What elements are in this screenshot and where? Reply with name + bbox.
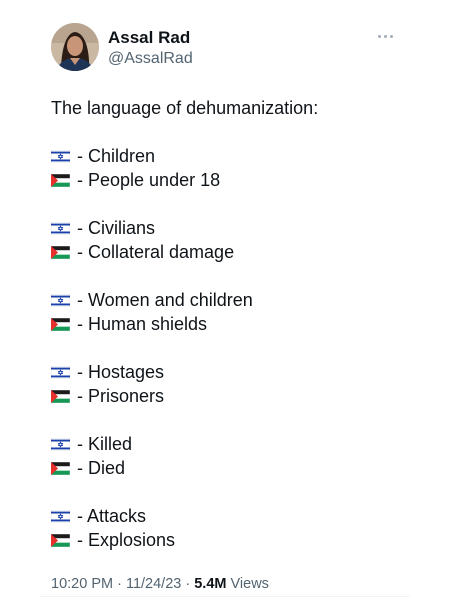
tweet-pair xyxy=(51,360,411,408)
pair-text: - Hostages xyxy=(77,362,165,382)
pair-line-israel xyxy=(51,216,411,240)
pair-line-israel xyxy=(51,360,411,384)
israel-flag-icon xyxy=(51,150,70,163)
israel-flag-icon xyxy=(51,438,70,451)
tweet-time[interactable]: 10:20 PM xyxy=(51,576,114,592)
palestine-flag-icon xyxy=(51,318,70,331)
author-name[interactable]: Assal Rad xyxy=(108,28,191,47)
tweet-date[interactable]: 11/24/23 xyxy=(125,576,182,592)
avatar-image xyxy=(51,23,99,71)
pair-text: - Children xyxy=(77,146,156,166)
pair-line-palestine xyxy=(51,168,411,192)
tweet-intro: The language of dehumanization: xyxy=(51,98,319,118)
views-label: Views xyxy=(226,576,269,592)
tweet-pair xyxy=(51,288,411,336)
pair-line-palestine xyxy=(51,312,411,336)
tweet-pair xyxy=(51,432,411,480)
pair-text: - Attacks xyxy=(77,506,147,526)
pair-line-palestine xyxy=(51,528,411,552)
pair-text: - Killed xyxy=(77,434,133,454)
pair-line-israel xyxy=(51,144,411,168)
more-options-icon[interactable] xyxy=(374,28,398,44)
tweet-text xyxy=(51,96,411,576)
tweet-pair xyxy=(51,504,411,552)
views-count[interactable]: 5.4M xyxy=(194,576,227,592)
pair-line-palestine xyxy=(51,456,411,480)
israel-flag-icon xyxy=(51,510,70,523)
avatar[interactable] xyxy=(51,23,99,71)
pair-line-palestine xyxy=(51,384,411,408)
palestine-flag-icon xyxy=(51,534,70,547)
pair-line-palestine xyxy=(51,240,411,264)
israel-flag-icon xyxy=(51,222,70,235)
meta-separator: · xyxy=(113,576,126,592)
pair-text: - Explosions xyxy=(77,530,176,550)
palestine-flag-icon xyxy=(51,462,70,475)
pair-text: - Human shields xyxy=(77,314,208,334)
pair-text: - Died xyxy=(77,458,126,478)
pair-text: - Collateral damage xyxy=(77,242,235,262)
pair-line-israel xyxy=(51,504,411,528)
palestine-flag-icon xyxy=(51,246,70,259)
pair-line-israel xyxy=(51,432,411,456)
divider xyxy=(40,596,410,597)
pair-text: - Women and children xyxy=(77,290,253,310)
meta-separator: · xyxy=(181,576,195,592)
tweet-meta xyxy=(51,576,269,592)
tweet-pair xyxy=(51,144,411,192)
author-handle[interactable]: @AssalRad xyxy=(108,50,193,67)
pair-line-israel xyxy=(51,288,411,312)
tweet-pair xyxy=(51,216,411,264)
pair-text: - Prisoners xyxy=(77,386,165,406)
tweet-pairs xyxy=(51,144,411,552)
israel-flag-icon xyxy=(51,294,70,307)
palestine-flag-icon xyxy=(51,174,70,187)
palestine-flag-icon xyxy=(51,390,70,403)
pair-text: - Civilians xyxy=(77,218,156,238)
israel-flag-icon xyxy=(51,366,70,379)
pair-text: - People under 18 xyxy=(77,170,221,190)
